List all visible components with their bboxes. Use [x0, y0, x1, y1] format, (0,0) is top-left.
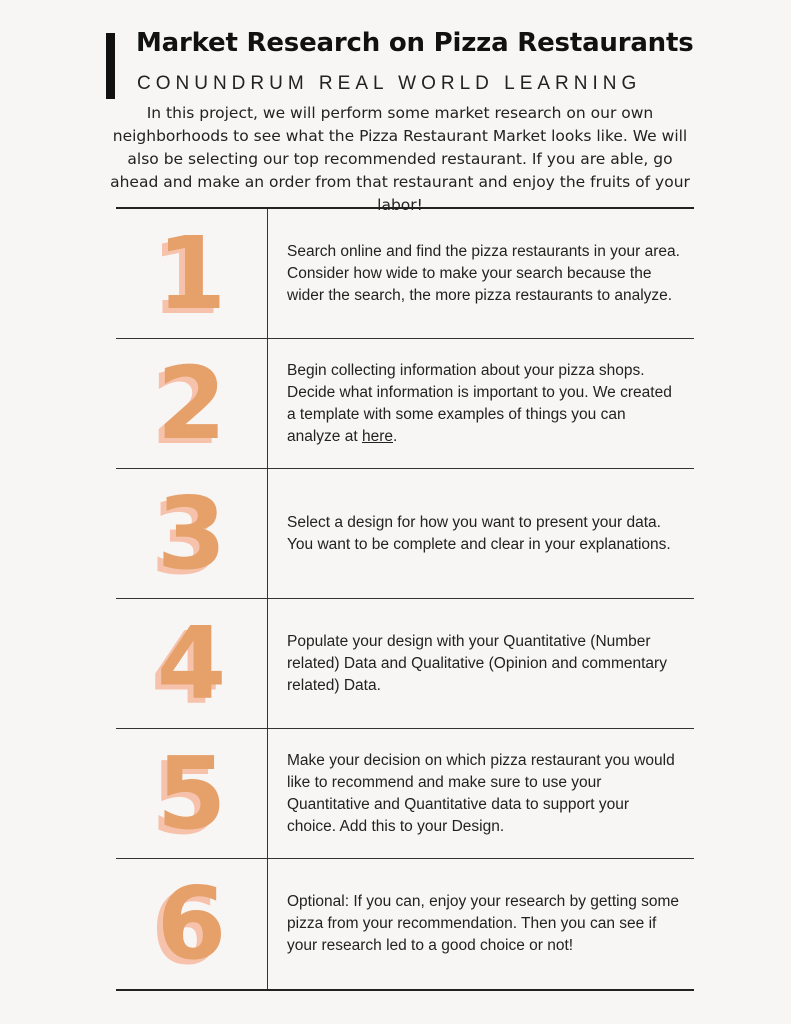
step-number-cell — [116, 209, 268, 338]
step-text-before-link: Begin collecting information about your pizza shops. Decide what information is important to you. We created a template with some examples of things you can analyze at — [287, 361, 672, 445]
step-text-cell — [268, 859, 694, 989]
step-number: 2 — [156, 344, 227, 462]
step-row-2 — [116, 339, 694, 469]
step-number: 1 — [156, 214, 227, 332]
step-text-cell — [268, 339, 694, 468]
intro-paragraph: In this project, we will perform some market research on our own neighborhoods to see what the Pizza Restaurant Market looks like. We will also be selecting our top recommended restaurant. If you are able, go ahead and make an order from that restaurant and enjoy the fruits of your labor! — [110, 104, 690, 214]
step-number-cell — [116, 469, 268, 598]
step-text: Search online and find the pizza restaurants in your area. Consider how wide to make your search because the wider the search, the more pizza restaurants to analyze. — [287, 242, 680, 304]
step-text-after-link: . — [393, 427, 398, 445]
step-number-cell — [116, 599, 268, 728]
step-number: 5 — [156, 734, 227, 852]
step-text: Optional: If you can, enjoy your research by getting some pizza from your recommendation. Then you can see if your research led to a good choice or not! — [287, 893, 680, 954]
title-accent-bar — [106, 33, 115, 99]
step-number: 4 — [156, 604, 227, 722]
template-link[interactable]: here — [361, 427, 393, 445]
step-row-3 — [116, 469, 694, 599]
step-number: 3 — [156, 474, 227, 592]
step-text: Make your decision on which pizza restaurant you would like to recommend and make sure to use your Quantitative and Quantitative data to support your choice. Add this to your Design. — [287, 751, 675, 835]
step-text-cell — [268, 469, 694, 598]
step-number-cell — [116, 859, 268, 989]
step-number-cell — [116, 729, 268, 858]
page-subtitle: CONUNDRUM REAL WORLD LEARNING — [137, 73, 642, 94]
step-row-5 — [116, 729, 694, 859]
step-text-cell — [268, 209, 694, 338]
step-row-4 — [116, 599, 694, 729]
page-title: Market Research on Pizza Restaurants — [136, 28, 694, 58]
step-text — [287, 360, 680, 448]
steps-table — [116, 207, 694, 991]
step-text-cell — [268, 599, 694, 728]
step-row-1 — [116, 209, 694, 339]
step-number: 6 — [156, 865, 227, 982]
step-text: Select a design for how you want to present your data. You want to be complete and clear in your explanations. — [287, 513, 671, 553]
step-row-6 — [116, 859, 694, 991]
step-number-cell — [116, 339, 268, 468]
step-text: Populate your design with your Quantitative (Number related) Data and Qualitative (Opinion and commentary related) Data. — [287, 632, 667, 694]
step-text-cell — [268, 729, 694, 858]
